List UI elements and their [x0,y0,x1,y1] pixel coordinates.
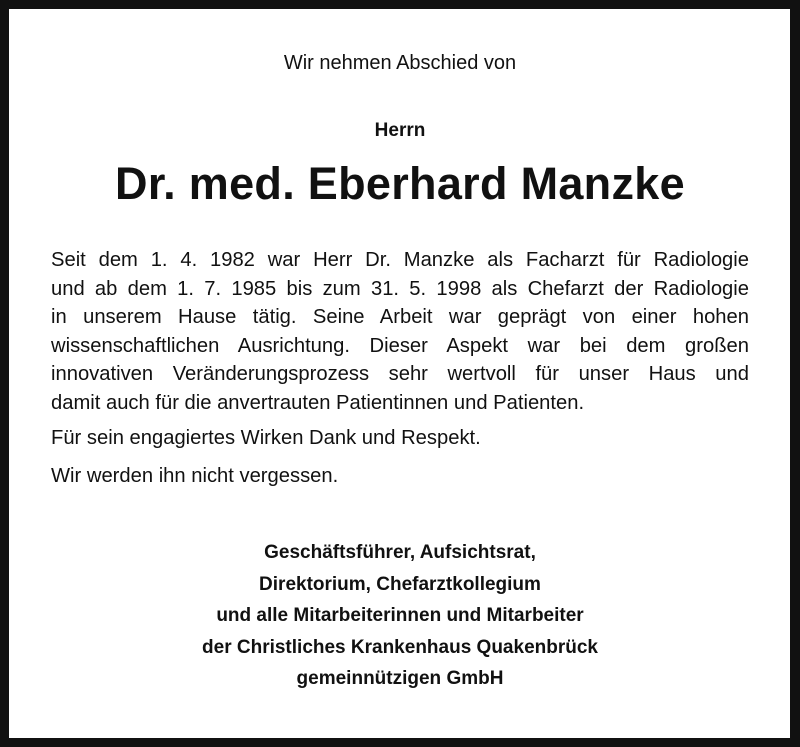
body-line: damit auch für die anvertrauten Patientinnen und Patienten. [51,391,585,414]
signature-line: Direktorium, Chefarztkollegium [259,573,541,595]
signature-block [0,537,800,695]
signature-line: Geschäftsführer, Aufsichtsrat, [264,542,536,563]
body-line: in unserem Hause tätig. Seine Arbeit war geprägt von einer hohen [51,306,749,328]
body-line: und ab dem 1. 7. 1985 bis zum 31. 5. 1998 als Chefarzt der Radiologie [51,277,749,300]
signature-line: der Christliches Krankenhaus Quakenbrück [202,636,598,658]
deceased-name: Dr. med. Eberhard Manzke [115,158,685,209]
salutation: Herrn [374,120,426,141]
obituary-body [51,246,749,417]
signature-line: gemeinnützigen GmbH [296,668,504,689]
intro-text: Wir nehmen Abschied von [283,52,517,74]
body-line: wissenschaftlichen Ausrichtung. Dieser Aspekt war bei dem großen [51,334,749,357]
body-line: innovativen Veränderungsprozess sehr wertvoll für unser Haus und [51,363,749,385]
signature-line: und alle Mitarbeiterinnen und Mitarbeiter [216,605,584,626]
thanks-text: Für sein engagiertes Wirken Dank und Respekt. [51,427,481,449]
body-line: Seit dem 1. 4. 1982 war Herr Dr. Manzke als Facharzt für Radiologie [51,249,749,271]
farewell-text: Wir werden ihn nicht vergessen. [51,465,339,487]
